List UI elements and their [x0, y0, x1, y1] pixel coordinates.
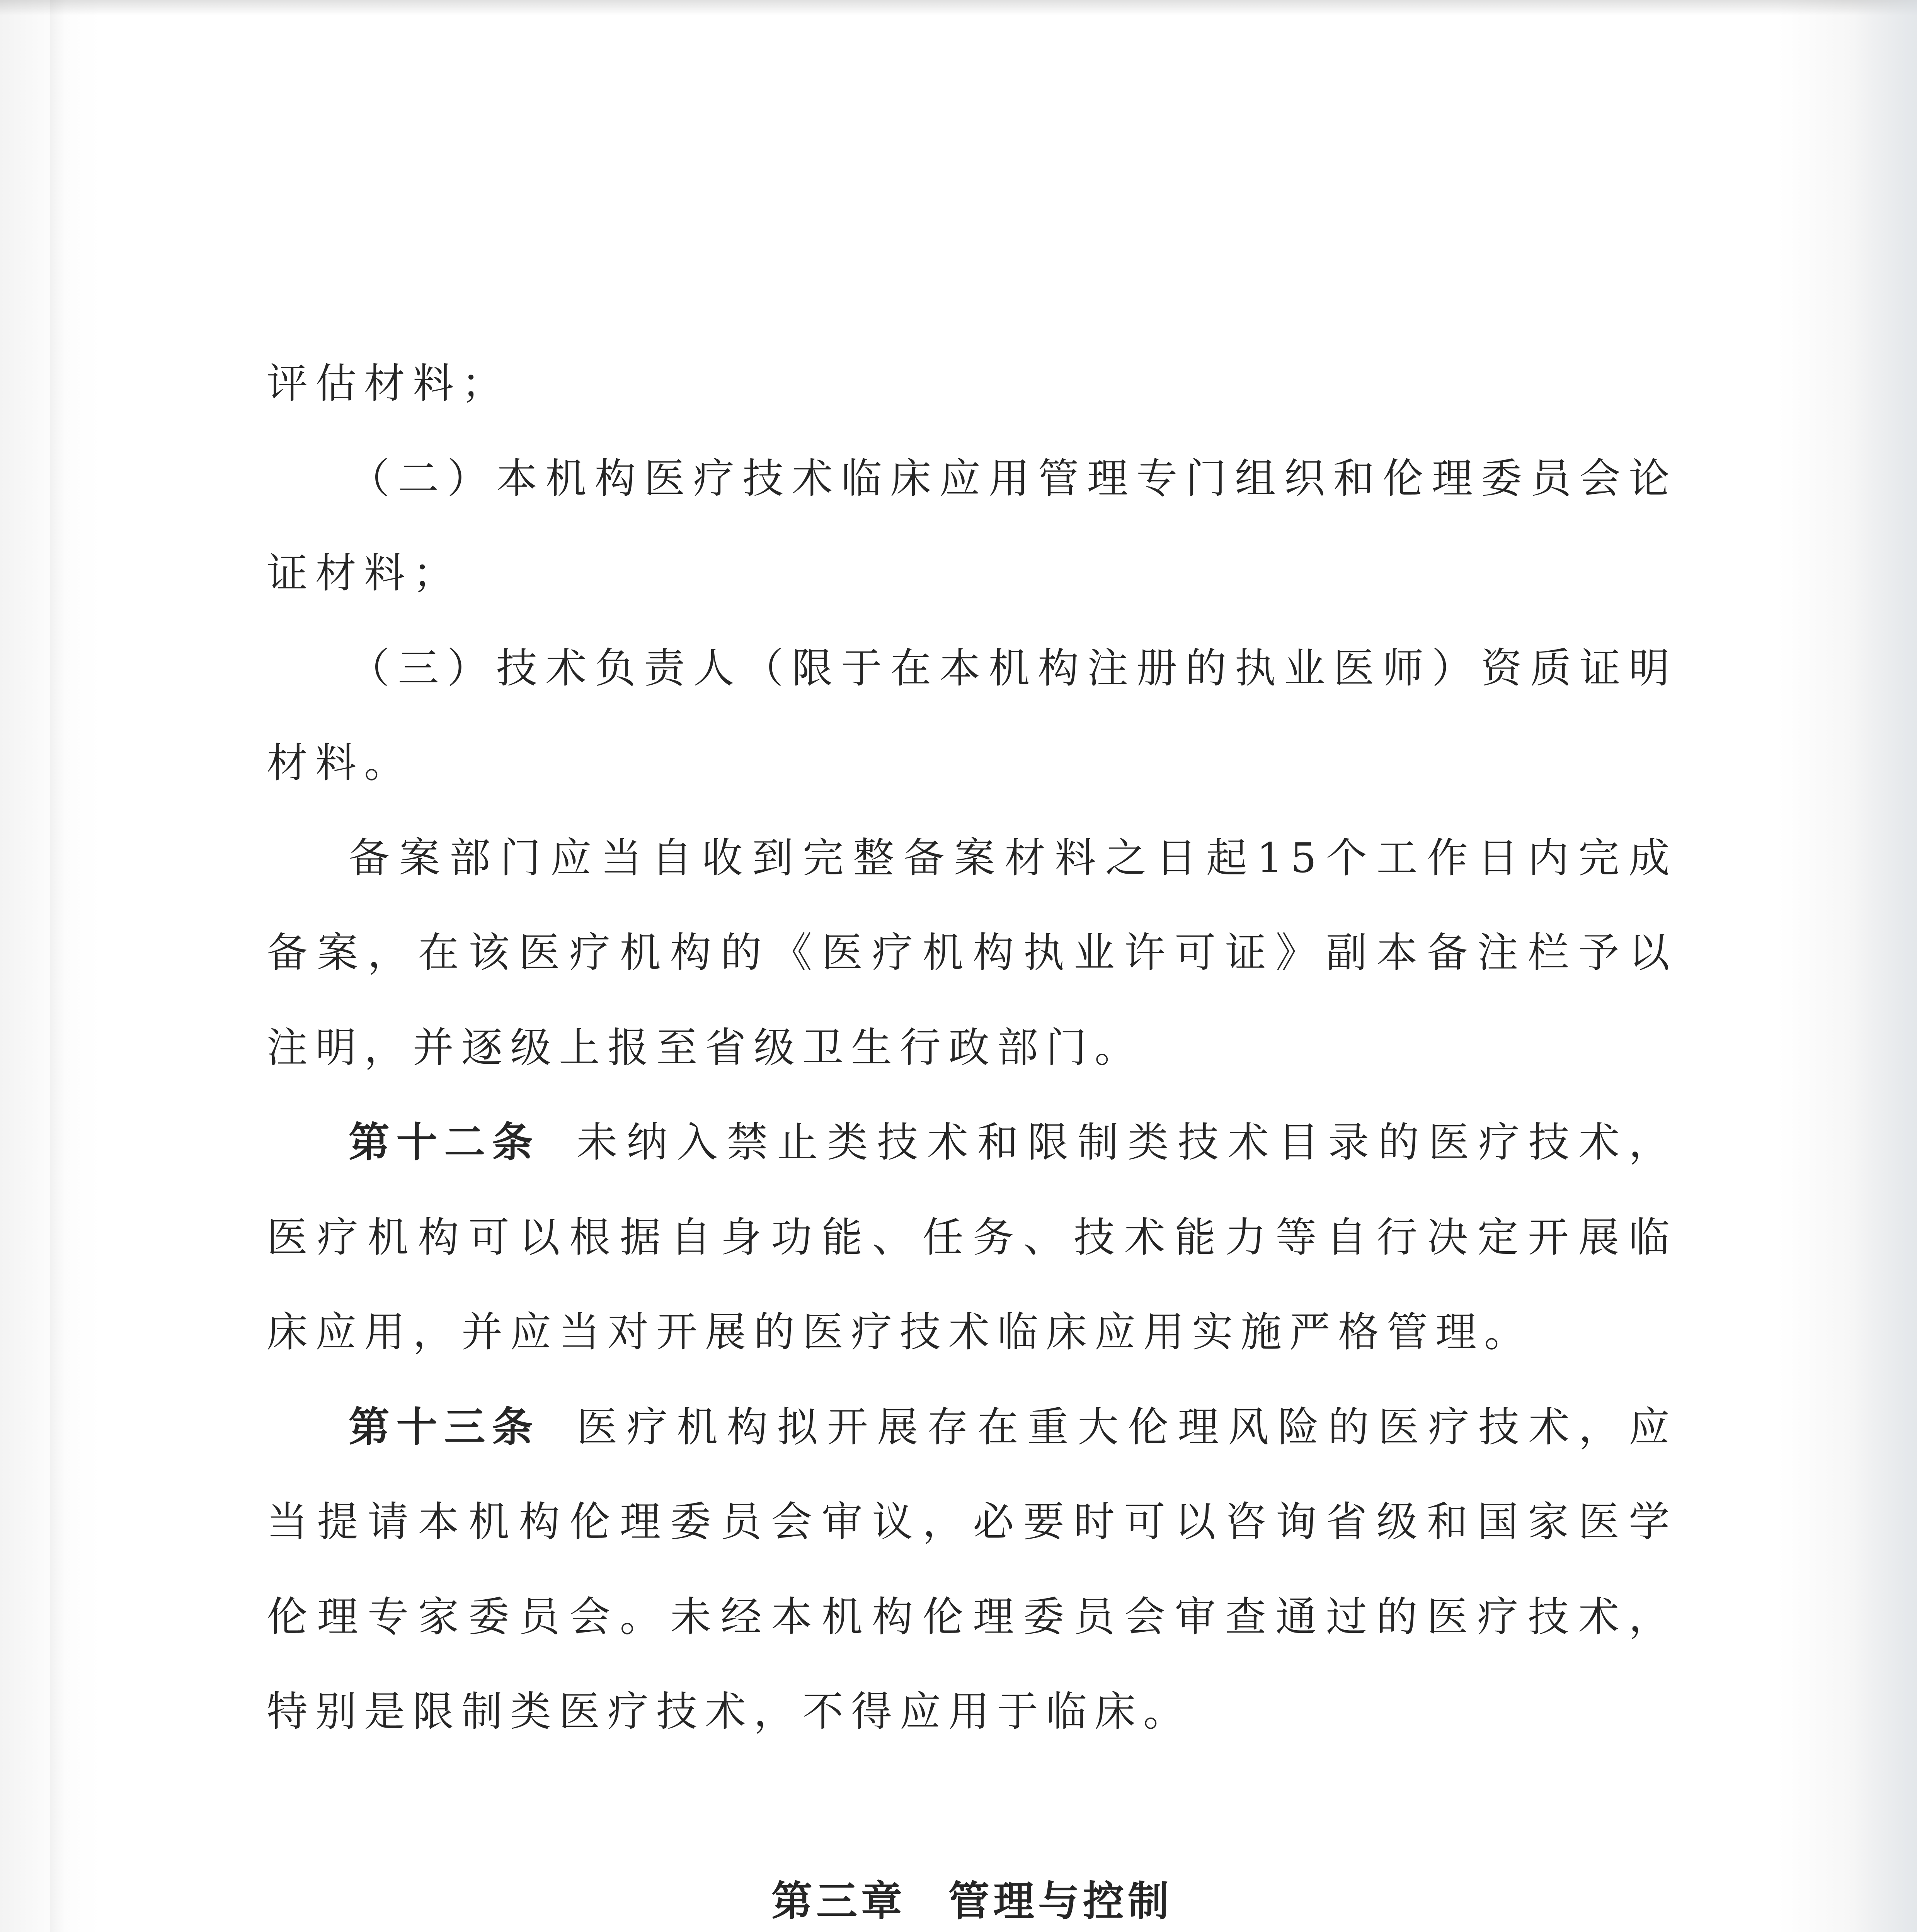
article-text: 医疗机构拟开展存在重大伦理风险的医疗技术，应当提请本机构伦理委员会审议，必要时可以咨询省级和国家医学伦理专家委员会。未经本机构伦理委员会审查通过的医疗技术，特别是限制类医疗技术，不得应用于临床。 [267, 1403, 1678, 1735]
article-label: 第十三条 [349, 1403, 540, 1451]
paragraph-filing [267, 811, 1677, 1095]
chapter-heading [267, 1854, 1677, 1932]
chapter-number: 第三章 [771, 1877, 906, 1925]
paragraph-text: （三）技术负责人（限于在本机构注册的执业医师）资质证明材料。 [267, 644, 1677, 787]
paragraph-text: （二）本机构医疗技术临床应用管理专门组织和伦理委员会论证材料； [267, 454, 1677, 597]
chapter-title: 管理与控制 [948, 1877, 1173, 1925]
article-13 [267, 1380, 1677, 1759]
scan-edge-left [50, 0, 66, 1932]
article-12 [267, 1095, 1677, 1380]
paragraph-item-2 [267, 431, 1677, 621]
scan-edge-top [0, 0, 1917, 15]
paragraph-text: 备案部门应当自收到完整备案材料之日起15个工作日内完成备案，在该医疗机构的《医疗机构执业许可证》副本备注栏予以注明，并逐级上报至省级卫生行政部门。 [267, 834, 1677, 1071]
article-label: 第十二条 [349, 1119, 540, 1166]
paragraph-text: 评估材料； [267, 360, 510, 407]
paragraph-continuation [267, 336, 1677, 431]
scan-edge-right [1851, 0, 1917, 1932]
paragraph-item-3 [267, 621, 1677, 811]
document-body [267, 336, 1677, 1932]
article-text: 未纳入禁止类技术和限制类技术目录的医疗技术，医疗机构可以根据自身功能、任务、技术能力等自行决定开展临床应用，并应当对开展的医疗技术临床应用实施严格管理。 [267, 1119, 1678, 1356]
